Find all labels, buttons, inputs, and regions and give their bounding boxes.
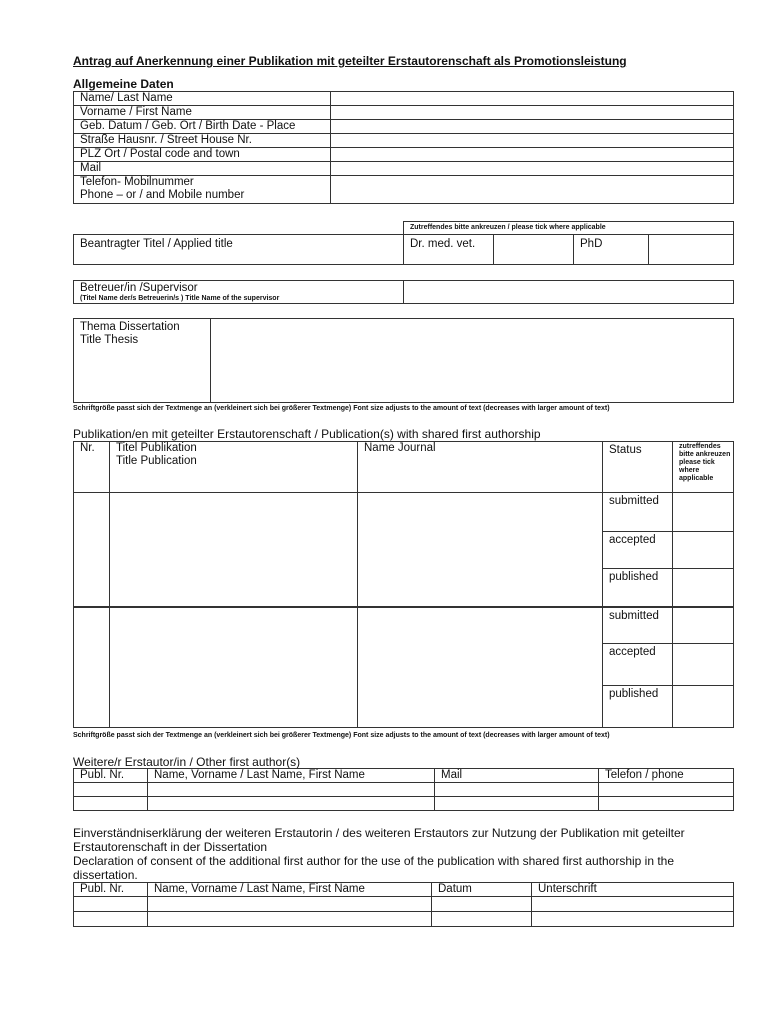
consent-col-name: Name, Vorname / Last Name, First Name — [148, 883, 432, 897]
pub2-tick-submitted[interactable] — [673, 607, 734, 644]
general-heading: Allgemeine Daten — [73, 77, 174, 91]
pub2-status-accepted: accepted — [603, 644, 673, 686]
pub1-tick-accepted[interactable] — [673, 532, 734, 569]
pub1-nr[interactable] — [74, 493, 110, 607]
other-authors-heading: Weitere/r Erstautor/in / Other first author(s) — [73, 755, 301, 769]
other-col-name: Name, Vorname / Last Name, First Name — [148, 769, 435, 783]
consent-col-date: Datum — [432, 883, 532, 897]
supervisor-label: Betreuer/in /Supervisor — [80, 282, 198, 294]
pub1-status-published: published — [603, 569, 673, 607]
col-tick: zutreffendes bitte ankreuzen please tick where applicable — [673, 442, 734, 493]
other-r2-publnr[interactable] — [74, 797, 148, 811]
consent-r1-publnr[interactable] — [74, 897, 148, 912]
applied-title-table — [73, 221, 734, 265]
pub1-title[interactable] — [110, 493, 358, 607]
consent-col-publnr: Publ. Nr. — [74, 883, 148, 897]
tick-note: Zutreffendes bitte ankreuzen / please tick where applicable — [404, 222, 734, 235]
supervisor-sub: (Titel Name der/s Betreuerin/s ) Title Name of the supervisor — [80, 295, 280, 302]
consent-r1-name[interactable] — [148, 897, 432, 912]
consent-r2-date[interactable] — [432, 912, 532, 927]
field-supervisor[interactable] — [404, 281, 734, 304]
consent-text-de: Einverständniserklärung der weiteren Erstautorin / des weiteren Erstautors zur Nutzung der Publikation mit geteilter Erstautorenschaft in der Dissertation — [73, 826, 685, 854]
consent-text-en: Declaration of consent of the additional first author for the use of the publication with shared first authorship in the dissertation. — [73, 854, 675, 882]
publications-heading: Publikation/en mit geteilter Erstautorenschaft / Publication(s) with shared first authorship — [73, 427, 541, 441]
document-title: Antrag auf Anerkennung einer Publikation mit geteilter Erstautorenschaft als Promotionsleistung — [73, 54, 627, 68]
pub1-status-submitted: submitted — [603, 493, 673, 532]
label-last-name: Name/ Last Name — [74, 92, 331, 106]
pub1-status-accepted: accepted — [603, 532, 673, 569]
other-r2-phone[interactable] — [599, 797, 734, 811]
label-first-name: Vorname / First Name — [74, 106, 331, 120]
pub2-title[interactable] — [110, 607, 358, 728]
thesis-table — [73, 318, 734, 403]
other-r1-publnr[interactable] — [74, 783, 148, 797]
pub2-status-submitted: submitted — [603, 607, 673, 644]
pub2-journal[interactable] — [358, 607, 603, 728]
other-col-phone: Telefon / phone — [599, 769, 734, 783]
label-postal: PLZ Ort / Postal code and town — [74, 148, 331, 162]
field-last-name[interactable] — [331, 92, 734, 106]
consent-col-signature: Unterschrift — [532, 883, 734, 897]
thesis-label: Thema Dissertation Title Thesis — [74, 319, 211, 403]
label-street: Straße Hausnr. / Street House Nr. — [74, 134, 331, 148]
field-thesis[interactable] — [211, 319, 734, 403]
col-journal: Name Journal — [358, 442, 603, 493]
other-r1-mail[interactable] — [435, 783, 599, 797]
pub2-nr[interactable] — [74, 607, 110, 728]
label-mail: Mail — [74, 162, 331, 176]
option-phd: PhD — [574, 235, 649, 265]
pub2-tick-accepted[interactable] — [673, 644, 734, 686]
checkbox-phd[interactable] — [649, 235, 734, 265]
supervisor-table — [73, 280, 734, 304]
pub2-tick-published[interactable] — [673, 686, 734, 728]
col-title: Titel Publikation Title Publication — [110, 442, 358, 493]
option-dr-med-vet: Dr. med. vet. — [404, 235, 494, 265]
other-r1-phone[interactable] — [599, 783, 734, 797]
field-phone[interactable] — [331, 176, 734, 204]
label-birth: Geb. Datum / Geb. Ort / Birth Date - Place — [74, 120, 331, 134]
consent-r2-publnr[interactable] — [74, 912, 148, 927]
publications-font-note: Schriftgröße passt sich der Textmenge an (verkleinert sich bei größerer Textmenge) Font size adjusts to the amount of text (decreases with larger amount of text) — [73, 732, 610, 739]
publications-table — [73, 441, 734, 728]
pub2-status-published: published — [603, 686, 673, 728]
pub1-journal[interactable] — [358, 493, 603, 607]
field-street[interactable] — [331, 134, 734, 148]
consent-r1-date[interactable] — [432, 897, 532, 912]
thesis-font-note: Schriftgröße passt sich der Textmenge an (verkleinert sich bei größerer Textmenge) Font size adjusts to the amount of text (decreases with larger amount of text) — [73, 405, 610, 412]
field-first-name[interactable] — [331, 106, 734, 120]
applied-title-label: Beantragter Titel / Applied title — [74, 235, 404, 265]
other-col-publnr: Publ. Nr. — [74, 769, 148, 783]
checkbox-dr-med-vet[interactable] — [494, 235, 574, 265]
other-authors-table — [73, 768, 734, 811]
pub1-tick-submitted[interactable] — [673, 493, 734, 532]
other-r2-mail[interactable] — [435, 797, 599, 811]
col-nr: Nr. — [74, 442, 110, 493]
label-phone: Telefon- Mobilnummer Phone – or / and Mobile number — [74, 176, 331, 204]
consent-r2-signature[interactable] — [532, 912, 734, 927]
general-data-table — [73, 91, 734, 204]
consent-r1-signature[interactable] — [532, 897, 734, 912]
consent-r2-name[interactable] — [148, 912, 432, 927]
field-mail[interactable] — [331, 162, 734, 176]
field-birth[interactable] — [331, 120, 734, 134]
field-postal[interactable] — [331, 148, 734, 162]
other-col-mail: Mail — [435, 769, 599, 783]
consent-table — [73, 882, 734, 927]
other-r1-name[interactable] — [148, 783, 435, 797]
col-status: Status — [603, 442, 673, 493]
other-r2-name[interactable] — [148, 797, 435, 811]
pub1-tick-published[interactable] — [673, 569, 734, 607]
